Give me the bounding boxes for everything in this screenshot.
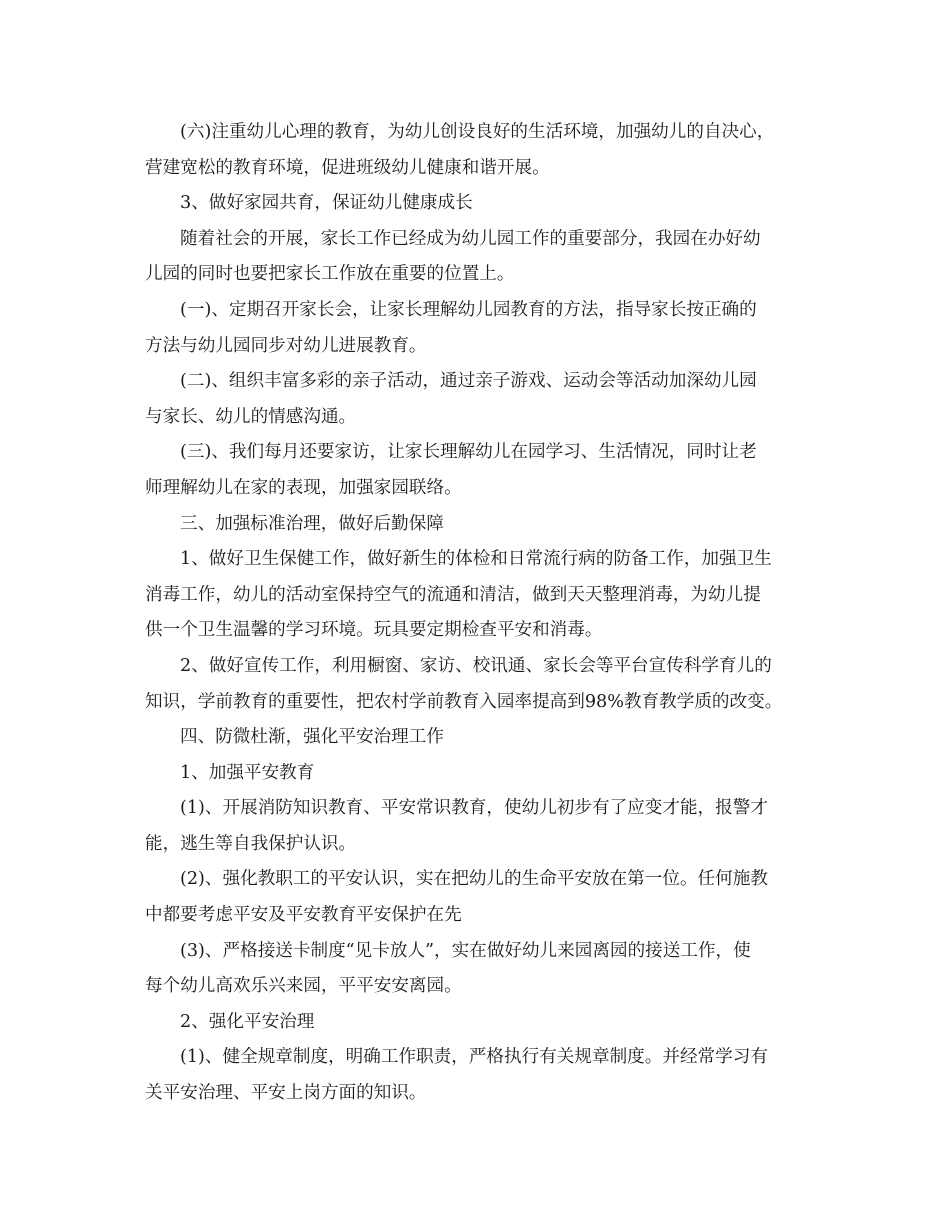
text-line: 师理解幼儿在家的表现，加强家园联络。 [145, 477, 462, 498]
section-heading: 三、加强标准治理，做好后勤保障 [180, 513, 444, 534]
text-line: 1、做好卫生保健工作，做好新生的体检和日常流行病的防备工作，加强卫生 [180, 549, 772, 570]
text-line: 关平安治理、平安上岗方面的知识。 [145, 1083, 427, 1104]
text-line: 每个幼儿高欢乐兴来园，平平安安离园。 [145, 976, 462, 997]
section-heading: 3、做好家园共育，保证幼儿健康成长 [180, 193, 473, 214]
text-line: 与家长、幼儿的情感沟通。 [145, 406, 357, 427]
text-line: (1)、开展消防知识教育、平安常识教育，使幼儿初步有了应变才能，报警才 [180, 798, 768, 819]
text-line: (2)、强化教职工的平安认识，实在把幼儿的生命平安放在第一位。任何施教 [180, 869, 768, 890]
document-body [145, 115, 815, 1112]
text-line: 方法与幼儿园同步对幼儿进展教育。 [145, 335, 427, 356]
section-heading: 四、防微杜渐，强化平安治理工作 [180, 727, 444, 748]
text-line: (1)、健全规章制度，明确工作职责，严格执行有关规章制度。并经常学习有 [180, 1047, 768, 1068]
text-line: 中都要考虑平安及平安教育平安保护在先 [145, 905, 462, 926]
text-line: 供一个卫生温馨的学习环境。玩具要定期检查平安和消毒。 [145, 620, 603, 641]
section-heading: 1、加强平安教育 [180, 762, 315, 783]
section-heading: 2、强化平安治理 [180, 1011, 315, 1032]
text-line: (三)、我们每月还要家访，让家长理解幼儿在园学习、生活情况，同时让老 [180, 442, 757, 463]
text-line: 消毒工作，幼儿的活动室保持空气的流通和清洁，做到天天整理消毒，为幼儿提 [145, 584, 761, 605]
text-line: 营建宽松的教育环境，促进班级幼儿健康和谐开展。 [145, 157, 550, 178]
text-line: (二)、组织丰富多彩的亲子活动，通过亲子游戏、运动会等活动加深幼儿园 [180, 371, 757, 392]
text-line: (一)、定期召开家长会，让家长理解幼儿园教育的方法，指导家长按正确的 [180, 299, 757, 320]
text-line: (六)注重幼儿心理的教育，为幼儿创设良好的生活环境，加强幼儿的自决心， [180, 122, 775, 142]
text-line: 知识，学前教育的重要性，把农村学前教育入园率提高到98%教育教学质的改变。 [145, 691, 783, 712]
text-line: 2、做好宣传工作，利用橱窗、家访、校讯通、家长会等平台宣传科学育儿的 [180, 655, 772, 676]
text-line: 儿园的同时也要把家长工作放在重要的位置上。 [145, 264, 515, 285]
text-line: (3)、严格接送卡制度“见卡放人”，实在做好幼儿来园离园的接送工作，使 [180, 940, 751, 961]
text-line: 能，逃生等自我保护认识。 [145, 833, 357, 854]
text-line: 随着社会的开展，家长工作已经成为幼儿园工作的重要部分，我园在办好幼 [180, 228, 761, 249]
